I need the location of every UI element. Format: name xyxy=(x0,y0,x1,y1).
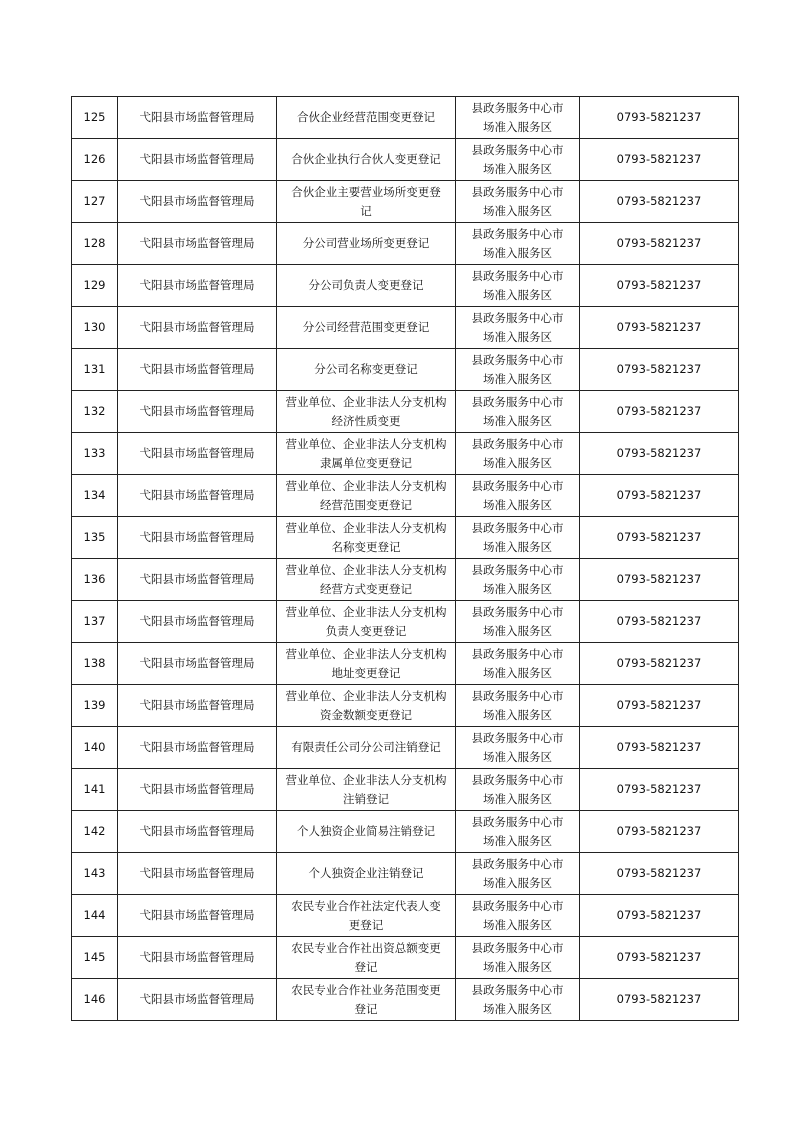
service-item-name: 营业单位、企业非法人分支机构 地址变更登记 xyxy=(285,646,447,680)
row-number-cell xyxy=(72,685,118,727)
service-location: 县政务服务中心市 场准入服务区 xyxy=(471,100,564,134)
service-location: 县政务服务中心市 场准入服务区 xyxy=(471,478,564,512)
department-cell xyxy=(118,517,277,559)
service-location: 县政务服务中心市 场准入服务区 xyxy=(471,226,564,260)
service-item-name: 营业单位、企业非法人分支机构 资金数额变更登记 xyxy=(285,688,447,722)
service-item-name: 合伙企业执行合伙人变更登记 xyxy=(291,152,441,166)
table-row xyxy=(72,853,739,895)
department-cell xyxy=(118,895,277,937)
department-cell xyxy=(118,391,277,433)
row-number: 129 xyxy=(83,278,106,292)
location-cell xyxy=(456,727,580,769)
row-number-cell xyxy=(72,433,118,475)
service-item-cell xyxy=(277,307,456,349)
service-location: 县政务服务中心市 场准入服务区 xyxy=(471,310,564,344)
contact-phone: 0793-5821237 xyxy=(616,614,702,628)
phone-cell xyxy=(580,391,739,433)
table-row xyxy=(72,727,739,769)
table-row xyxy=(72,643,739,685)
table-row xyxy=(72,223,739,265)
department-name: 弋阳县市场监督管理局 xyxy=(139,236,255,250)
service-item-cell xyxy=(277,223,456,265)
contact-phone: 0793-5821237 xyxy=(616,656,702,670)
phone-cell xyxy=(580,475,739,517)
location-cell xyxy=(456,559,580,601)
row-number: 127 xyxy=(83,194,106,208)
service-item-cell xyxy=(277,517,456,559)
service-location: 县政务服务中心市 场准入服务区 xyxy=(471,856,564,890)
phone-cell xyxy=(580,265,739,307)
row-number-cell xyxy=(72,475,118,517)
row-number-cell xyxy=(72,601,118,643)
contact-phone: 0793-5821237 xyxy=(616,488,702,502)
phone-cell xyxy=(580,349,739,391)
service-location: 县政务服务中心市 场准入服务区 xyxy=(471,772,564,806)
department-cell xyxy=(118,265,277,307)
phone-cell xyxy=(580,307,739,349)
service-item-name: 农民专业合作社业务范围变更 登记 xyxy=(291,982,441,1016)
service-item-name: 营业单位、企业非法人分支机构 注销登记 xyxy=(285,772,447,806)
department-name: 弋阳县市场监督管理局 xyxy=(139,404,255,418)
service-item-cell xyxy=(277,643,456,685)
table-row xyxy=(72,307,739,349)
service-item-cell xyxy=(277,475,456,517)
row-number-cell xyxy=(72,853,118,895)
row-number: 140 xyxy=(83,740,106,754)
row-number-cell xyxy=(72,391,118,433)
location-cell xyxy=(456,895,580,937)
phone-cell xyxy=(580,181,739,223)
phone-cell xyxy=(580,433,739,475)
contact-phone: 0793-5821237 xyxy=(616,530,702,544)
service-item-cell xyxy=(277,853,456,895)
table-row xyxy=(72,769,739,811)
service-location: 县政务服务中心市 场准入服务区 xyxy=(471,142,564,176)
service-item-name: 合伙企业经营范围变更登记 xyxy=(297,110,435,124)
service-item-name: 合伙企业主要营业场所变更登 记 xyxy=(291,184,441,218)
row-number: 135 xyxy=(83,530,106,544)
row-number-cell xyxy=(72,223,118,265)
row-number: 141 xyxy=(83,782,106,796)
row-number-cell xyxy=(72,979,118,1021)
service-item-name: 分公司营业场所变更登记 xyxy=(302,236,430,250)
table-row xyxy=(72,601,739,643)
row-number-cell xyxy=(72,811,118,853)
service-item-name: 分公司经营范围变更登记 xyxy=(302,320,430,334)
row-number: 139 xyxy=(83,698,106,712)
department-cell xyxy=(118,937,277,979)
service-item-name: 营业单位、企业非法人分支机构 名称变更登记 xyxy=(285,520,447,554)
phone-cell xyxy=(580,685,739,727)
row-number-cell xyxy=(72,937,118,979)
table-row xyxy=(72,979,739,1021)
table-row xyxy=(72,265,739,307)
service-location: 县政务服务中心市 场准入服务区 xyxy=(471,352,564,386)
contact-phone: 0793-5821237 xyxy=(616,236,702,250)
department-cell xyxy=(118,223,277,265)
row-number: 142 xyxy=(83,824,106,838)
table-body xyxy=(72,97,739,1021)
phone-cell xyxy=(580,559,739,601)
table-row xyxy=(72,559,739,601)
department-name: 弋阳县市场监督管理局 xyxy=(139,530,255,544)
service-location: 县政务服务中心市 场准入服务区 xyxy=(471,814,564,848)
row-number-cell xyxy=(72,307,118,349)
row-number: 125 xyxy=(83,110,106,124)
contact-phone: 0793-5821237 xyxy=(616,782,702,796)
service-item-cell xyxy=(277,265,456,307)
service-item-name: 个人独资企业简易注销登记 xyxy=(297,824,435,838)
department-cell xyxy=(118,811,277,853)
department-cell xyxy=(118,475,277,517)
service-location: 县政务服务中心市 场准入服务区 xyxy=(471,436,564,470)
table-row xyxy=(72,433,739,475)
location-cell xyxy=(456,937,580,979)
services-table xyxy=(71,96,739,1021)
department-cell xyxy=(118,853,277,895)
location-cell xyxy=(456,517,580,559)
department-cell xyxy=(118,643,277,685)
row-number: 134 xyxy=(83,488,106,502)
location-cell xyxy=(456,601,580,643)
service-item-name: 农民专业合作社法定代表人变 更登记 xyxy=(291,898,441,932)
table-row xyxy=(72,937,739,979)
service-item-cell xyxy=(277,685,456,727)
row-number-cell xyxy=(72,139,118,181)
service-item-cell xyxy=(277,97,456,139)
department-name: 弋阳县市场监督管理局 xyxy=(139,362,255,376)
service-location: 县政务服务中心市 场准入服务区 xyxy=(471,940,564,974)
department-cell xyxy=(118,727,277,769)
service-location: 县政务服务中心市 场准入服务区 xyxy=(471,268,564,302)
location-cell xyxy=(456,769,580,811)
row-number: 137 xyxy=(83,614,106,628)
department-name: 弋阳县市场监督管理局 xyxy=(139,866,255,880)
service-item-cell xyxy=(277,895,456,937)
table-row xyxy=(72,895,739,937)
department-name: 弋阳县市场监督管理局 xyxy=(139,740,255,754)
location-cell xyxy=(456,265,580,307)
service-location: 县政务服务中心市 场准入服务区 xyxy=(471,520,564,554)
department-name: 弋阳县市场监督管理局 xyxy=(139,152,255,166)
location-cell xyxy=(456,475,580,517)
table-row xyxy=(72,811,739,853)
row-number-cell xyxy=(72,769,118,811)
department-cell xyxy=(118,559,277,601)
row-number: 126 xyxy=(83,152,106,166)
department-cell xyxy=(118,979,277,1021)
service-item-cell xyxy=(277,349,456,391)
row-number: 130 xyxy=(83,320,106,334)
service-item-name: 营业单位、企业非法人分支机构 隶属单位变更登记 xyxy=(285,436,447,470)
row-number: 128 xyxy=(83,236,106,250)
service-location: 县政务服务中心市 场准入服务区 xyxy=(471,604,564,638)
department-name: 弋阳县市场监督管理局 xyxy=(139,992,255,1006)
contact-phone: 0793-5821237 xyxy=(616,320,702,334)
table-row xyxy=(72,391,739,433)
row-number: 133 xyxy=(83,446,106,460)
row-number: 131 xyxy=(83,362,106,376)
location-cell xyxy=(456,223,580,265)
phone-cell xyxy=(580,643,739,685)
row-number-cell xyxy=(72,97,118,139)
location-cell xyxy=(456,853,580,895)
row-number: 145 xyxy=(83,950,106,964)
contact-phone: 0793-5821237 xyxy=(616,110,702,124)
service-location: 县政务服务中心市 场准入服务区 xyxy=(471,394,564,428)
phone-cell xyxy=(580,769,739,811)
contact-phone: 0793-5821237 xyxy=(616,194,702,208)
contact-phone: 0793-5821237 xyxy=(616,908,702,922)
department-cell xyxy=(118,181,277,223)
location-cell xyxy=(456,97,580,139)
row-number-cell xyxy=(72,181,118,223)
department-name: 弋阳县市场监督管理局 xyxy=(139,194,255,208)
service-item-cell xyxy=(277,979,456,1021)
service-item-name: 个人独资企业注销登记 xyxy=(308,866,424,880)
service-location: 县政务服务中心市 场准入服务区 xyxy=(471,646,564,680)
service-item-cell xyxy=(277,559,456,601)
service-item-cell xyxy=(277,937,456,979)
table-row xyxy=(72,97,739,139)
contact-phone: 0793-5821237 xyxy=(616,278,702,292)
department-name: 弋阳县市场监督管理局 xyxy=(139,446,255,460)
department-cell xyxy=(118,685,277,727)
department-cell xyxy=(118,601,277,643)
location-cell xyxy=(456,433,580,475)
location-cell xyxy=(456,811,580,853)
location-cell xyxy=(456,181,580,223)
service-location: 县政务服务中心市 场准入服务区 xyxy=(471,982,564,1016)
service-location: 县政务服务中心市 场准入服务区 xyxy=(471,688,564,722)
contact-phone: 0793-5821237 xyxy=(616,446,702,460)
service-item-cell xyxy=(277,727,456,769)
phone-cell xyxy=(580,727,739,769)
department-cell xyxy=(118,433,277,475)
row-number-cell xyxy=(72,265,118,307)
row-number: 146 xyxy=(83,992,106,1006)
service-item-cell xyxy=(277,811,456,853)
row-number-cell xyxy=(72,559,118,601)
service-location: 县政务服务中心市 场准入服务区 xyxy=(471,730,564,764)
contact-phone: 0793-5821237 xyxy=(616,950,702,964)
phone-cell xyxy=(580,979,739,1021)
location-cell xyxy=(456,349,580,391)
phone-cell xyxy=(580,895,739,937)
service-location: 县政务服务中心市 场准入服务区 xyxy=(471,562,564,596)
department-name: 弋阳县市场监督管理局 xyxy=(139,572,255,586)
contact-phone: 0793-5821237 xyxy=(616,698,702,712)
service-item-cell xyxy=(277,433,456,475)
department-name: 弋阳县市场监督管理局 xyxy=(139,698,255,712)
row-number-cell xyxy=(72,349,118,391)
service-item-name: 营业单位、企业非法人分支机构 负责人变更登记 xyxy=(285,604,447,638)
department-cell xyxy=(118,97,277,139)
department-name: 弋阳县市场监督管理局 xyxy=(139,782,255,796)
service-item-cell xyxy=(277,391,456,433)
contact-phone: 0793-5821237 xyxy=(616,992,702,1006)
table-row xyxy=(72,139,739,181)
phone-cell xyxy=(580,853,739,895)
service-item-cell xyxy=(277,601,456,643)
department-name: 弋阳县市场监督管理局 xyxy=(139,320,255,334)
location-cell xyxy=(456,391,580,433)
service-item-name: 农民专业合作社出资总额变更 登记 xyxy=(291,940,441,974)
service-item-name: 营业单位、企业非法人分支机构 经营范围变更登记 xyxy=(285,478,447,512)
row-number-cell xyxy=(72,517,118,559)
service-item-name: 有限责任公司分公司注销登记 xyxy=(291,740,441,754)
contact-phone: 0793-5821237 xyxy=(616,404,702,418)
location-cell xyxy=(456,643,580,685)
service-item-cell xyxy=(277,139,456,181)
table-row xyxy=(72,475,739,517)
contact-phone: 0793-5821237 xyxy=(616,740,702,754)
department-cell xyxy=(118,769,277,811)
phone-cell xyxy=(580,937,739,979)
phone-cell xyxy=(580,223,739,265)
department-cell xyxy=(118,139,277,181)
department-cell xyxy=(118,349,277,391)
table-row xyxy=(72,517,739,559)
location-cell xyxy=(456,979,580,1021)
phone-cell xyxy=(580,601,739,643)
contact-phone: 0793-5821237 xyxy=(616,824,702,838)
row-number: 136 xyxy=(83,572,106,586)
service-item-name: 营业单位、企业非法人分支机构 经济性质变更 xyxy=(285,394,447,428)
row-number: 143 xyxy=(83,866,106,880)
contact-phone: 0793-5821237 xyxy=(616,362,702,376)
department-name: 弋阳县市场监督管理局 xyxy=(139,278,255,292)
service-item-name: 营业单位、企业非法人分支机构 经营方式变更登记 xyxy=(285,562,447,596)
location-cell xyxy=(456,685,580,727)
row-number: 144 xyxy=(83,908,106,922)
row-number: 132 xyxy=(83,404,106,418)
department-name: 弋阳县市场监督管理局 xyxy=(139,110,255,124)
table-row xyxy=(72,181,739,223)
phone-cell xyxy=(580,97,739,139)
location-cell xyxy=(456,139,580,181)
department-name: 弋阳县市场监督管理局 xyxy=(139,908,255,922)
phone-cell xyxy=(580,517,739,559)
table-row xyxy=(72,349,739,391)
department-name: 弋阳县市场监督管理局 xyxy=(139,950,255,964)
row-number: 138 xyxy=(83,656,106,670)
row-number-cell xyxy=(72,643,118,685)
service-item-cell xyxy=(277,181,456,223)
service-location: 县政务服务中心市 场准入服务区 xyxy=(471,184,564,218)
department-name: 弋阳县市场监督管理局 xyxy=(139,656,255,670)
service-location: 县政务服务中心市 场准入服务区 xyxy=(471,898,564,932)
row-number-cell xyxy=(72,895,118,937)
service-item-name: 分公司负责人变更登记 xyxy=(308,278,424,292)
row-number-cell xyxy=(72,727,118,769)
contact-phone: 0793-5821237 xyxy=(616,572,702,586)
department-name: 弋阳县市场监督管理局 xyxy=(139,824,255,838)
department-cell xyxy=(118,307,277,349)
phone-cell xyxy=(580,811,739,853)
service-item-name: 分公司名称变更登记 xyxy=(314,362,418,376)
phone-cell xyxy=(580,139,739,181)
location-cell xyxy=(456,307,580,349)
table-row xyxy=(72,685,739,727)
service-item-cell xyxy=(277,769,456,811)
contact-phone: 0793-5821237 xyxy=(616,866,702,880)
department-name: 弋阳县市场监督管理局 xyxy=(139,614,255,628)
department-name: 弋阳县市场监督管理局 xyxy=(139,488,255,502)
contact-phone: 0793-5821237 xyxy=(616,152,702,166)
